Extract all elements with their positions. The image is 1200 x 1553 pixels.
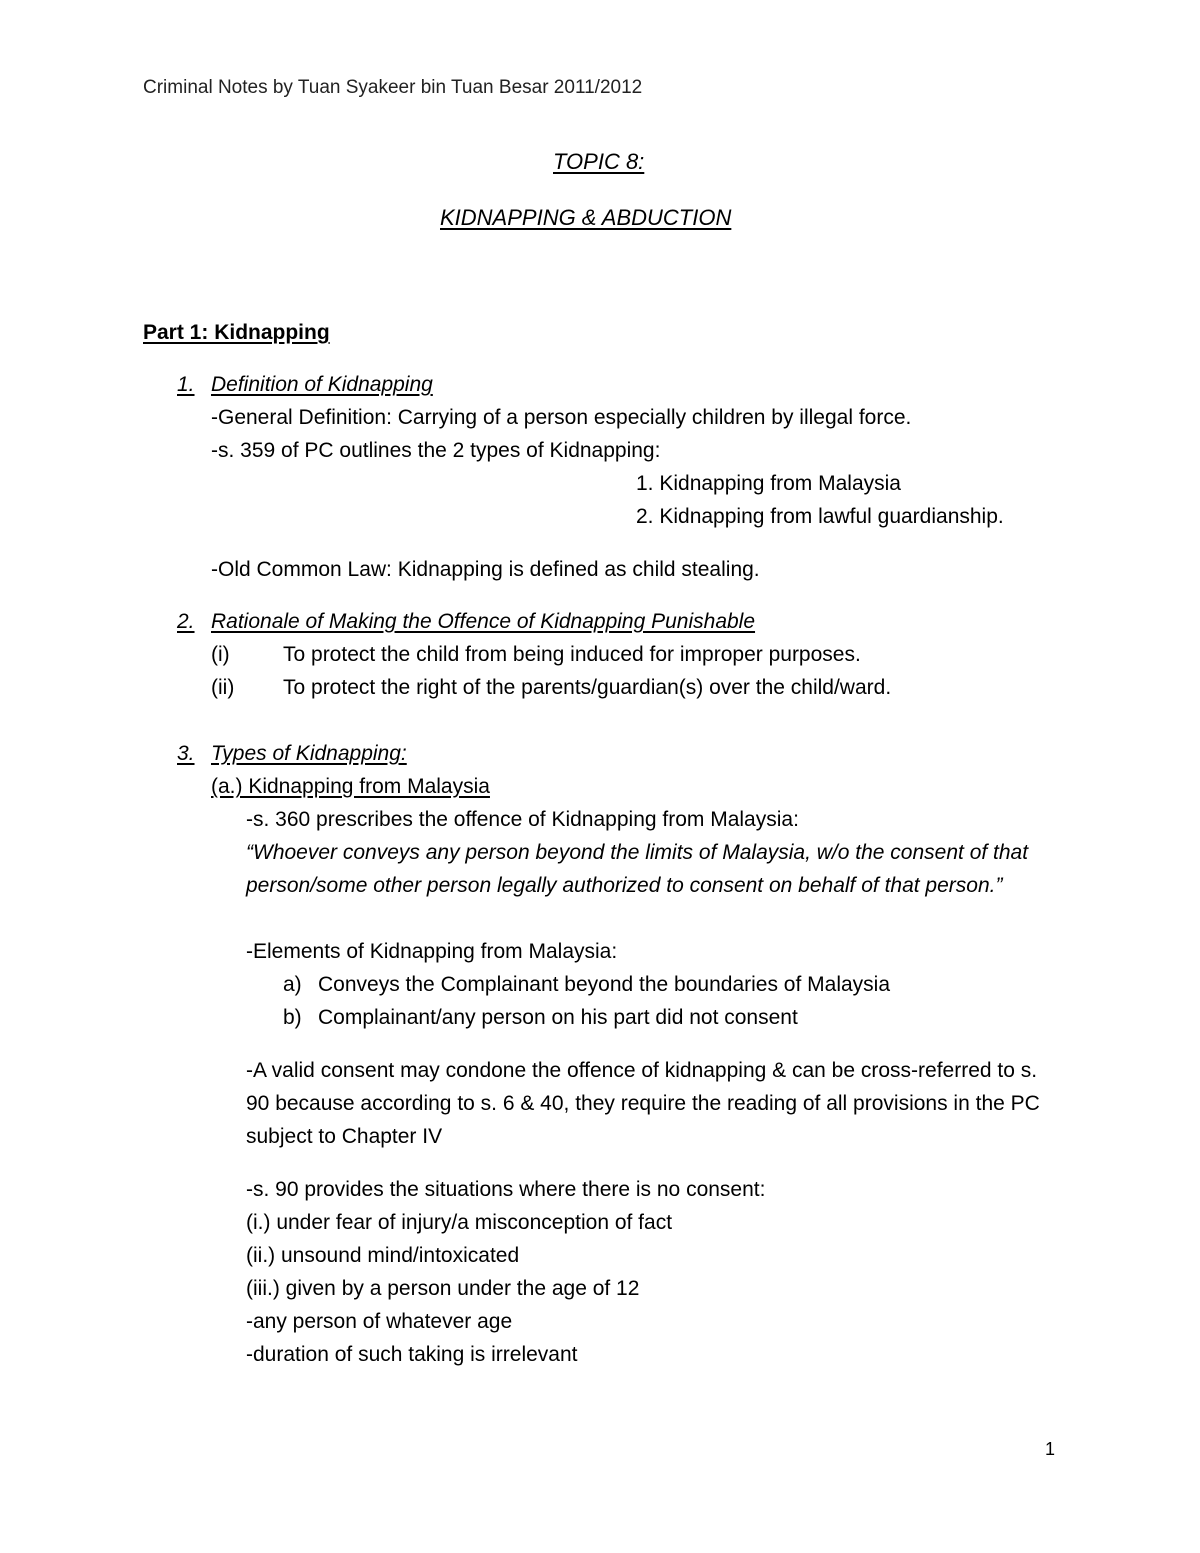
elements-heading: -Elements of Kidnapping from Malaysia: (246, 940, 618, 963)
list-item: Complainant/any person on his part did not consent (318, 1006, 798, 1029)
quote-line-1: “Whoever conveys any person beyond the limits of Malaysia, w/o the consent of that (246, 841, 1029, 864)
consent-line-2: 90 because according to s. 6 & 40, they require the reading of all provisions in the PC (246, 1092, 1040, 1115)
list-item: (ii.) unsound mind/intoxicated (246, 1244, 520, 1267)
s360-line: -s. 360 prescribes the offence of Kidnapping from Malaysia: (246, 808, 799, 831)
list-item: To protect the child from being induced for improper purposes. (283, 643, 861, 666)
part-heading: Part 1: Kidnapping (143, 321, 330, 344)
type-1: 1. Kidnapping from Malaysia (636, 472, 901, 495)
s359-line: -s. 359 of PC outlines the 2 types of Kidnapping: (211, 439, 661, 462)
quote-line-2: person/some other person legally authorized to consent on behalf of that person.” (246, 874, 1003, 897)
section-1-number: 1. (177, 373, 195, 396)
list-item-marker: (i) (211, 643, 230, 666)
general-definition: -General Definition: Carrying of a person especially children by illegal force. (211, 406, 912, 429)
list-item: Conveys the Complainant beyond the boundaries of Malaysia (318, 973, 891, 996)
list-item-marker: (ii) (211, 676, 235, 699)
section-2-title: Rationale of Making the Offence of Kidnapping Punishable (211, 610, 756, 633)
list-item: -duration of such taking is irrelevant (246, 1343, 578, 1366)
consent-line-1: -A valid consent may condone the offence of kidnapping & can be cross-referred to s. (246, 1059, 1038, 1082)
page-number: 1 (1045, 1439, 1056, 1459)
section-3-title: Types of Kidnapping: (211, 742, 407, 765)
list-item: -any person of whatever age (246, 1310, 513, 1333)
list-item-marker: b) (283, 1006, 302, 1029)
running-header: Criminal Notes by Tuan Syakeer bin Tuan Besar 2011/2012 (143, 77, 643, 98)
subsection-a-title: (a.) Kidnapping from Malaysia (211, 775, 490, 798)
section-1-title: Definition of Kidnapping (211, 373, 433, 396)
page-title: KIDNAPPING & ABDUCTION (440, 205, 732, 230)
list-item-marker: a) (283, 973, 302, 996)
list-item: (iii.) given by a person under the age of 12 (246, 1277, 640, 1300)
topic-heading: TOPIC 8: (553, 149, 645, 174)
section-3-number: 3. (177, 742, 195, 765)
s90-line: -s. 90 provides the situations where there is no consent: (246, 1178, 766, 1201)
consent-line-3: subject to Chapter IV (246, 1125, 443, 1148)
list-item: To protect the right of the parents/guardian(s) over the child/ward. (283, 676, 892, 699)
type-2: 2. Kidnapping from lawful guardianship. (636, 505, 1004, 528)
old-common-law: -Old Common Law: Kidnapping is defined as child stealing. (211, 558, 760, 581)
section-2-number: 2. (177, 610, 195, 633)
list-item: (i.) under fear of injury/a misconception of fact (246, 1211, 673, 1234)
